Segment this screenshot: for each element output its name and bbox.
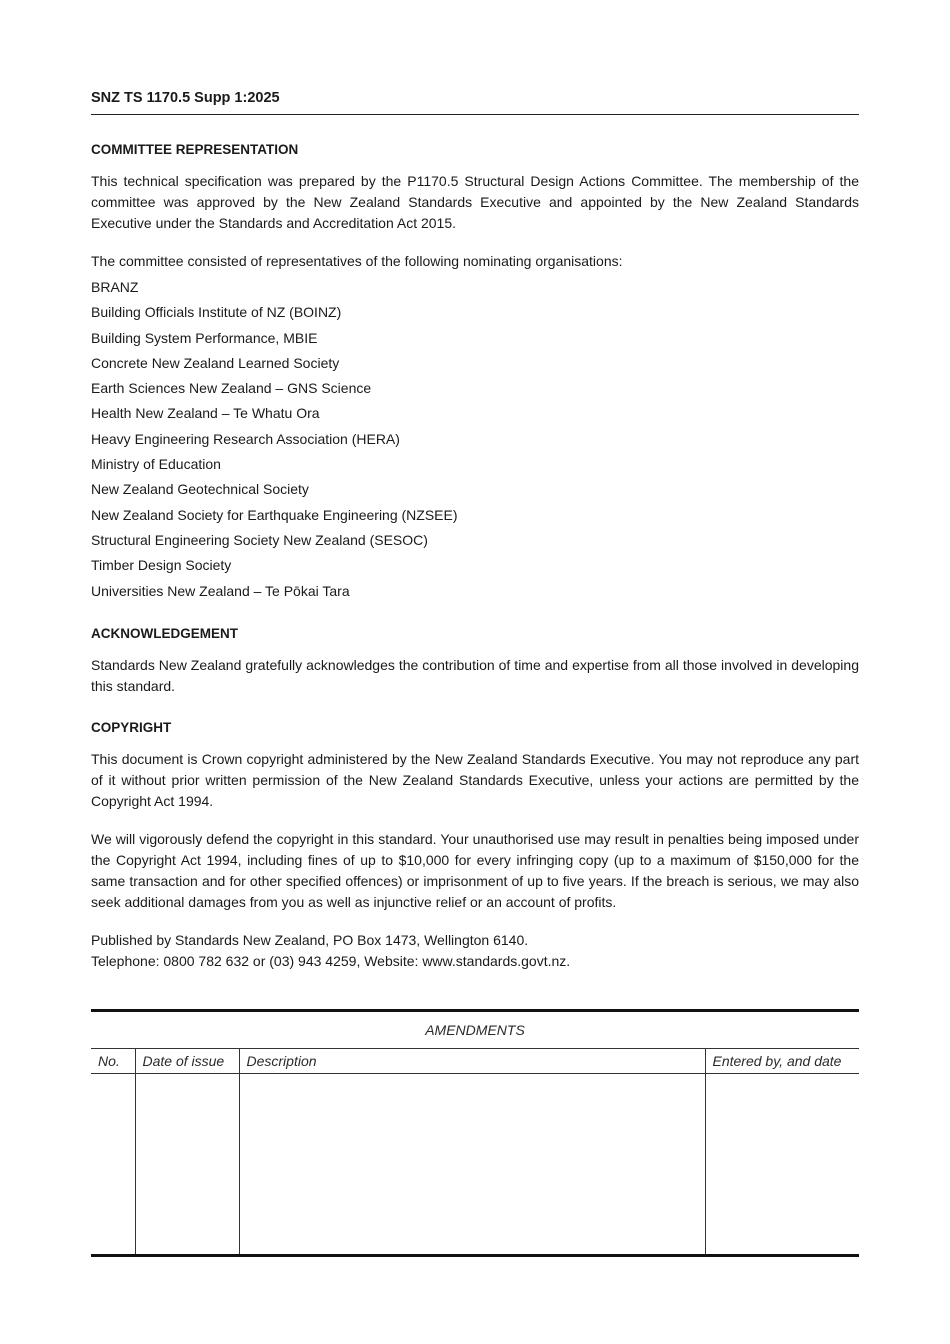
list-item: Concrete New Zealand Learned Society xyxy=(91,354,340,371)
column-header-date: Date of issue xyxy=(135,1049,239,1074)
list-item: Timber Design Society xyxy=(91,557,232,574)
list-item: New Zealand Society for Earthquake Engineering (NZSEE) xyxy=(91,506,458,523)
copyright-paragraph-2: We will vigorously defend the copyright in this standard. Your unauthorised use may result in penalties being imposed under the Copyright Act 1994, including fines of up to $10,000 for every infringing copy (up to a maximum of $150,000 for the same transaction and for other specified offences) or imprisonment of up to five years. If the breach is serious, we may also seek additional damages from you as well as injunctive relief or an account of profits. xyxy=(91,830,859,910)
list-item: Ministry of Education xyxy=(91,456,221,473)
list-item: Heavy Engineering Research Association (HERA) xyxy=(91,430,400,447)
column-header-entered: Entered by, and date xyxy=(705,1049,859,1074)
document-id: SNZ TS 1170.5 Supp 1:2025 xyxy=(91,88,859,115)
committee-heading: COMMITTEE REPRESENTATION xyxy=(91,142,299,157)
list-item: New Zealand Geotechnical Society xyxy=(91,481,309,498)
amendments-header-row xyxy=(91,1049,859,1074)
copyright-paragraph-1: This document is Crown copyright administered by the New Zealand Standards Executive. You may not reproduce any part of it without prior written permission of the New Zealand Standards Executive, unless your actions are permitted by the Copyright Act 1994. xyxy=(91,750,859,809)
cell-description xyxy=(239,1074,705,1256)
amendments-table xyxy=(91,1009,859,1257)
committee-intro: This technical specification was prepared by the P1170.5 Structural Design Actions Committee. The membership of the committee was approved by the New Zealand Standards Executive and appointed by the New Zealand Standards Executive under the Standards and Accreditation Act 2015. xyxy=(91,173,859,231)
organisation-list xyxy=(91,275,859,604)
amendments-title-row xyxy=(91,1011,859,1049)
list-item: Universities New Zealand – Te Pōkai Tara xyxy=(91,582,350,599)
acknowledgement-text: Standards New Zealand gratefully acknowledges the contribution of time and expertise from all those involved in developing this standard. xyxy=(91,656,859,694)
list-item: BRANZ xyxy=(91,279,139,295)
table-row xyxy=(91,1074,859,1256)
cell-entered xyxy=(705,1074,859,1256)
copyright-heading: COPYRIGHT xyxy=(91,719,172,735)
list-item: Building System Performance, MBIE xyxy=(91,329,318,346)
cell-date xyxy=(135,1074,239,1256)
committee-list-intro: The committee consisted of representatives of the following nominating organisations: xyxy=(91,253,623,269)
contact-details: Telephone: 0800 782 632 or (03) 943 4259, Website: www.standards.govt.nz. xyxy=(91,952,571,969)
list-item: Structural Engineering Society New Zealand (SESOC) xyxy=(91,531,428,548)
published-by: Published by Standards New Zealand, PO Box 1473, Wellington 6140. xyxy=(91,931,529,948)
list-item: Earth Sciences New Zealand – GNS Science xyxy=(91,380,372,397)
acknowledgement-heading: ACKNOWLEDGEMENT xyxy=(91,625,238,641)
cell-no xyxy=(91,1074,135,1256)
list-item: Building Officials Institute of NZ (BOINZ) xyxy=(91,304,342,321)
column-header-description: Description xyxy=(239,1049,705,1074)
list-item: Health New Zealand – Te Whatu Ora xyxy=(91,405,320,422)
document-page xyxy=(91,88,859,972)
column-header-no: No. xyxy=(91,1049,135,1074)
amendments-title: AMENDMENTS xyxy=(91,1011,859,1049)
